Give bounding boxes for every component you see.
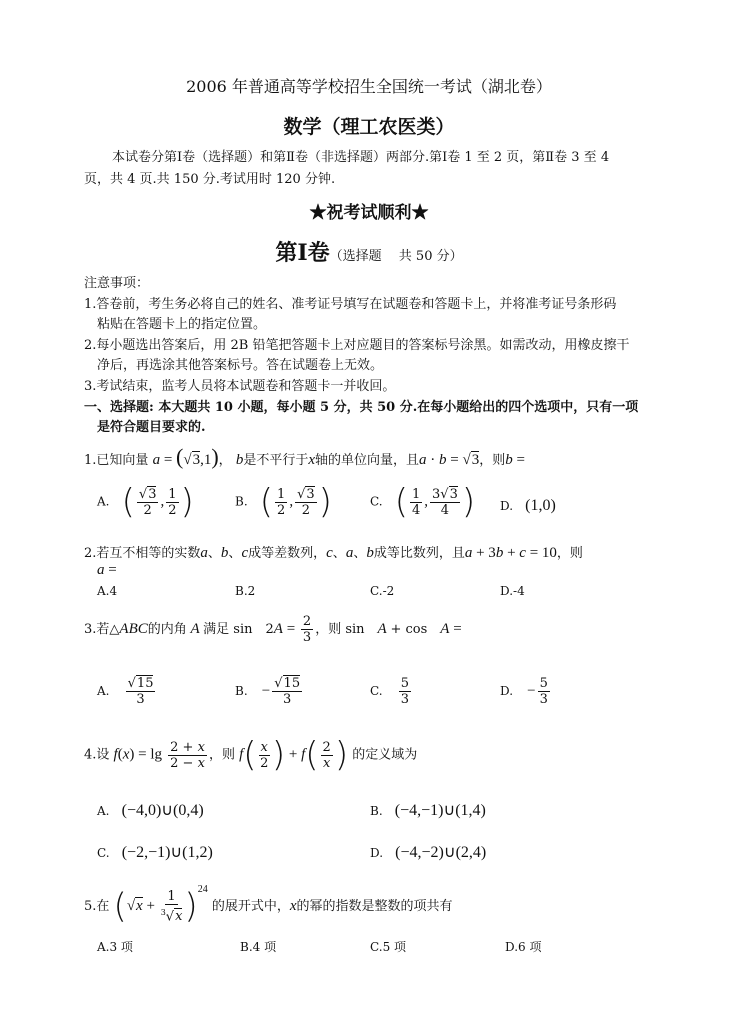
question-4-stem: 4.设 f(x) = lg $\frac{2 + x}{2 - x}$ ，则 f( $\frac{x}{2}$ ) + f( $\frac{2}{x}$ ) 的定义域为 [84, 735, 418, 775]
question-3-stem: 3.若△ABC的内角 A 满足 sin 2A = $\frac{2}{3}$ ，则 sin A + cos A = [84, 614, 462, 645]
note-1-line-2: 粘贴在答题卡上的指定位置。 [97, 317, 267, 332]
question-2-stem-line-2: a = [97, 562, 117, 578]
question-5-stem: 5.在 (√x + $\frac{1}{^3√x}$ )$^{24}$ 的展开式中，x的幂的指数是整数的项共有 [84, 884, 453, 927]
question-5-option-d[interactable]: D.6 项 [505, 940, 542, 954]
exam-title: 2006 年普通高等学校招生全国统一考试（湖北卷） [186, 77, 552, 96]
note-3: 3.考试结束，监考人员将本试题卷和答题卡一并收回。 [84, 379, 396, 394]
notes-heading: 注意事项： [84, 276, 150, 291]
section-heading-line-1: 一、选择题: 本大题共 10 小题，每小题 5 分，共 50 分.在每小题给出的四个选项中，只有一项 [84, 400, 639, 415]
question-4-option-c[interactable]: C. (−2,−1)∪(1,2) [97, 844, 213, 861]
question-4-option-b[interactable]: B. (−4,−1)∪(1,4) [370, 802, 486, 819]
question-4-option-a[interactable]: A. (−4,0)∪(0,4) [97, 802, 204, 819]
question-1-option-c[interactable]: C. ( $\frac{1}{4}$ , $\frac{3√3}{4}$ ) [370, 482, 476, 522]
question-2-option-a[interactable]: A.4 [97, 584, 118, 598]
intro-line-1: 本试卷分第Ⅰ卷（选择题）和第Ⅱ卷（非选择题）两部分.第Ⅰ卷 1 至 2 页，第Ⅱ卷 3 至 4 [112, 150, 610, 165]
question-5-option-a[interactable]: A.3 项 [97, 940, 133, 954]
question-2-option-b[interactable]: B.2 [235, 584, 256, 598]
note-2-line-2: 净后，再选涂其他答案标号。答在试题卷上无效。 [97, 358, 384, 373]
question-3-option-c[interactable]: C. $\frac{5}{3}$ [370, 676, 409, 707]
wish-line: ★祝考试顺利★ [309, 203, 429, 223]
question-3-option-d[interactable]: D. − $\frac{5}{3}$ [500, 676, 548, 707]
question-3-option-b[interactable]: B. − $\frac{√15}{3}$ [235, 676, 301, 707]
question-1-option-a[interactable]: A. ( $\frac{√3}{2}$ , $\frac{1}{2}$ ) [97, 482, 194, 522]
question-2-stem-line-1: 2.若互不相等的实数a、b、c成等差数列，c、a、b成等比数列，且a + 3b + c = 10，则 [84, 545, 583, 561]
section-heading-line-2: 是符合题目要求的. [97, 420, 206, 435]
note-1-line-1: 1.答卷前，考生务必将自己的姓名、准考证号填写在试题卷和答题卡上，并将准考证号条形码 [84, 297, 617, 312]
question-4-option-d[interactable]: D. (−4,−2)∪(2,4) [370, 844, 487, 861]
question-3-option-a[interactable]: A. $\frac{√15}{3}$ [97, 676, 154, 707]
question-1-stem: 1.已知向量 a = (√3,1)， b是不平行于x轴的单位向量，且a · b = √3，则b = [84, 444, 525, 469]
question-1-option-b[interactable]: B. ( $\frac{1}{2}$ , $\frac{√3}{2}$ ) [235, 482, 332, 522]
question-2-option-c[interactable]: C.-2 [370, 584, 395, 598]
part-note: （选择题 共 50 分） [329, 249, 463, 264]
note-2-line-1: 2.每小题选出答案后，用 2B 铅笔把答题卡上对应题目的答案标号涂黑。如需改动，用橡皮擦干 [84, 338, 630, 353]
question-1-option-d[interactable]: D. (1,0) [500, 497, 556, 514]
exam-subtitle: 数学（理工农医类） [283, 116, 455, 138]
part-title: 第Ⅰ卷 [275, 240, 330, 266]
question-5-option-c[interactable]: C.5 项 [370, 940, 407, 954]
question-2-option-d[interactable]: D.-4 [500, 584, 525, 598]
intro-line-2: 页，共 4 页.共 150 分.考试用时 120 分钟. [84, 172, 336, 187]
part-heading [0, 236, 738, 267]
question-5-option-b[interactable]: B.4 项 [240, 940, 277, 954]
